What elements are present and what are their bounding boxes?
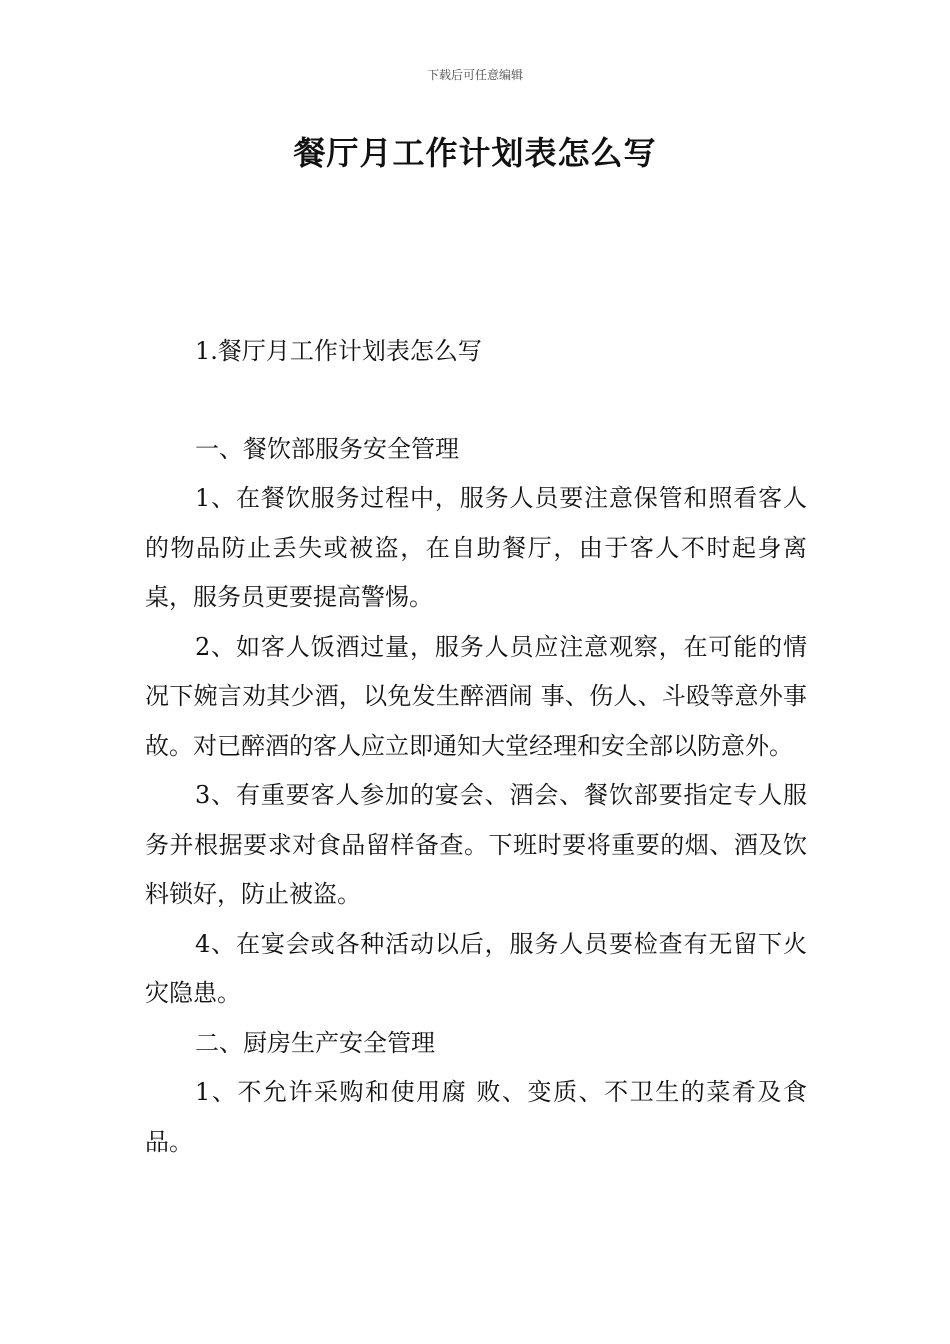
page-header-note: 下载后可任意编辑 (426, 68, 523, 82)
paragraph-item-3: 3、有重要客人参加的宴会、酒会、餐饮部要指定专人服务并根据要求对食品留样备查。下班时要将重要的烟、酒及饮料锁好，防止被盗。 (145, 781, 807, 908)
document-title: 餐厅月工作计划表怎么写 (293, 134, 657, 172)
paragraph-section-heading-2: 二、厨房生产安全管理 (195, 1028, 435, 1057)
document-body (145, 327, 807, 1167)
paragraph-item-5: 1、不允许采购和使用腐 败、变质、不卫生的菜肴及食品。 (145, 1078, 807, 1156)
paragraph-subtitle: 1.餐厅月工作计划表怎么写 (195, 337, 482, 365)
paragraph-item-2: 2、如客人饭酒过量，服务人员应注意观察，在可能的情况下婉言劝其少酒，以免发生醉酒闹 事、伤人、斗殴等意外事故。对已醉酒的客人应立即通知大堂经理和安全部以防意外。 (145, 632, 807, 760)
paragraph-item-1: 1、在餐饮服务过程中，服务人员要注意保管和照看客人的物品防止丢失或被盗，在自助餐厅，由于客人不时起身离桌，服务员更要提高警惕。 (145, 484, 807, 611)
paragraph-section-heading-1: 一、餐饮部服务安全管理 (195, 434, 459, 463)
paragraph-item-4: 4、在宴会或各种活动以后，服务人员要检查有无留下火灾隐患。 (145, 929, 807, 1007)
